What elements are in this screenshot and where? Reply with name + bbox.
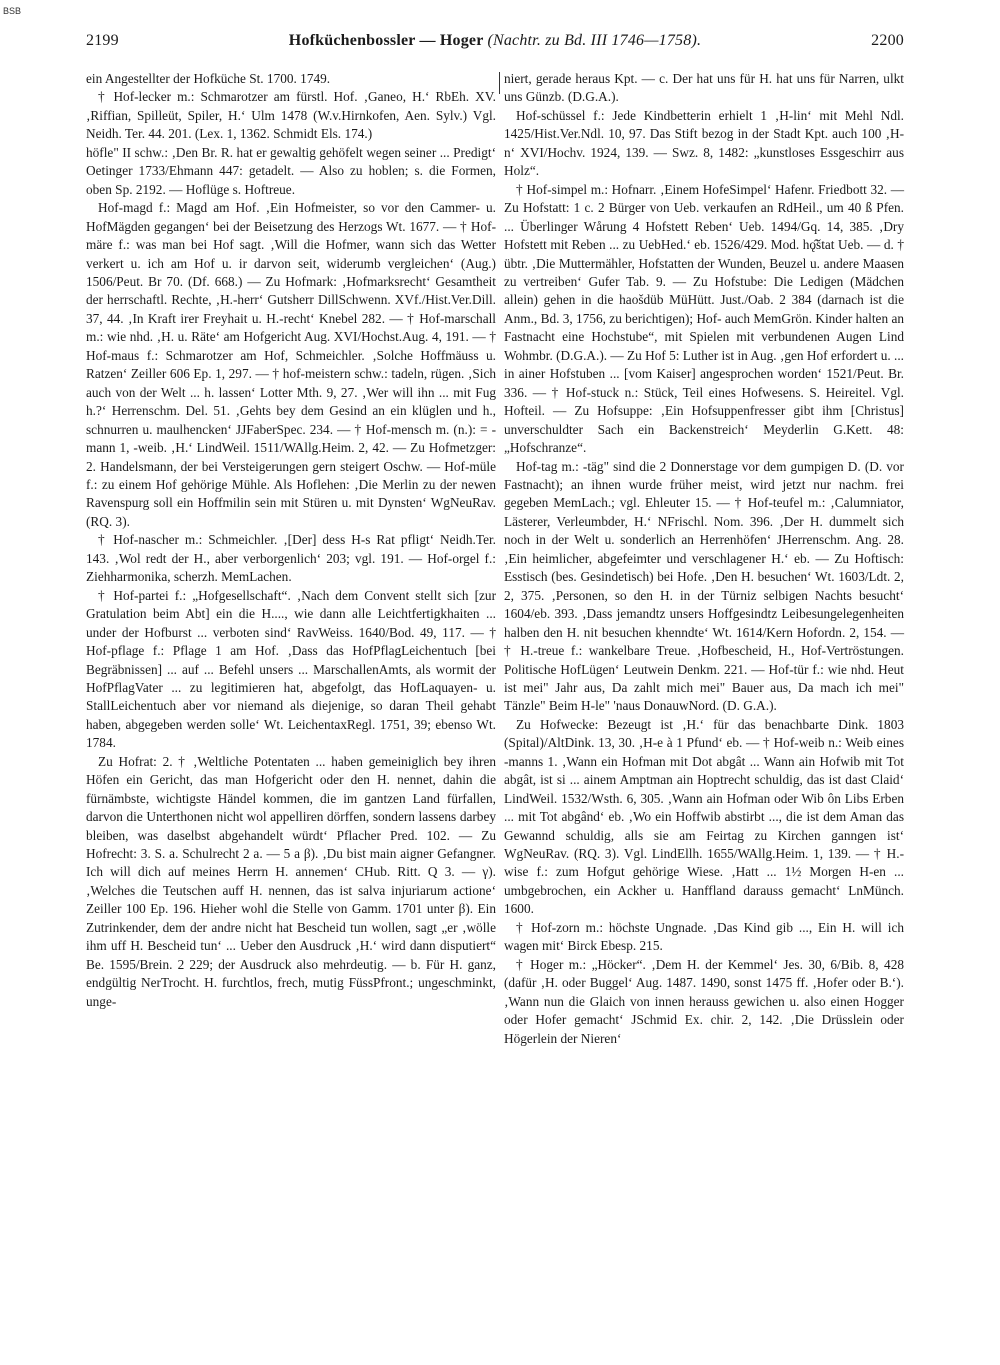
- page-number-left: 2199: [86, 32, 119, 49]
- library-stamp: BSB: [3, 6, 22, 16]
- entry-paragraph: ein Angestellter der Hofküche St. 1700. 1749.: [86, 71, 331, 86]
- left-column: [86, 70, 496, 1011]
- entry-hoger: † Hoger m.: „Höcker“. ‚Dem H. der Kemmel‘ Jes. 30, 6/Bib. 8, 428 (dafür ‚H. oder Buggel‘ Aug. 1487. 1490, sonst 1475 ff. ‚Hofer oder B.‘). ‚Wann nun die Glaich von innen herauss gewichen u. also einen Hogger oder Hofer gemacht‘ JSchmid Ex. chir. 2, 142. ‚Die Drüsslein oder Högerlein der Nieren‘: [504, 956, 904, 1046]
- running-title-note: (Nachtr. zu Bd. III 1746—1758).: [487, 32, 702, 49]
- entry-hof-magd: Hof-magd f.: Magd am Hof. ‚Ein Hofmeister, so vor den Cammer- u. HofMägden gegangen‘ bei der Beisetzung des Herzogs Wt. 1677. — † Hof-märe f.: was man bei Hof sagt. ‚Will die Hofmer, wann sich das Wetter verkert u. ich am Hof u. ir darvon seit, widerumb vergleichen‘ (Aug.) 1506/Peut. Br 70. (Df. 668.) — Zu Hofmark: ‚Hofmarksrecht‘ Gesamtheit der herrschaftl. Rechte, ‚H.-herr‘ Gutsherr DillSchwenn. XVf./Hist.Ver.Dill. 37, 44. ‚In Kraft irer Freyhait u. H.-recht‘ Knebel 282. — † Hof-marschall m.: wie nhd. ‚H. u. Räte‘ am Hofgericht Aug. XVI/Hochst.Aug. 4, 191. — † Hof-maus f.: Schmarotzer am Hof, Schmeichler. ‚Solche Hoffmäuss u. Ratzen‘ Zeiller 606 Ep. 1, 297. — † hof-meistern schw.: tadeln, rügen. ‚Sich auch von der Welt ... h. lassen‘ Lotter Mth. 9, 27. ‚Wer will ihn ... mit Fug h.?‘ Herrenschm. Del. 51. ‚Gehts bey dem Gesind an ein klüglen und h., schnurren u. maulhencken‘ JJFaberSpec. 234. — † Hof-mensch m. (n.): = -mann 1, -weib. ‚H.‘ LindWeil. 1511/WAllg.Heim. 2, 42. — Zu Hofmetzger: 2. Handelsmann, der bei Versteigerungen gern steigert Oschw. — Hof-müle f.: zu einem Hof gehörige Mühle. Als Hoflehen: ‚Die Merlin zu der newen Ravenspurg soll ein Hoffmilin sein mit Stüren u. mit Dynsten‘ WgNeuRav. (RQ. 3).: [86, 200, 496, 529]
- entry-hoefle: höfle" II schw.: ‚Den Br. R. hat er gewaltig gehöfelt wegen seiner ... Predigt‘ Oetinger 1733/Ehmann 447: getadelt. — Also zu hoblen; s. die Formen, oben Sp. 2192. — Hoflüge s. Hoftreue.: [86, 144, 496, 197]
- page-header: [86, 32, 904, 54]
- running-title: [289, 32, 701, 50]
- entry-hof-simpel: † Hof-simpel m.: Hofnarr. ‚Einem HofeSimpel‘ Hafenr. Friedbott 32. — Zu Hofstatt: 1 c. 2 Bürger von Ueb. verkaufen an RdHeil., um 40 ß Pfen. ... Überlinger Wårung 4 Hofstett Reben‘ Ueb. 1494/Gq. 14, 385. ‚Dry Hofstett mit Reben ... zu UebHed.‘ eb. 1526/429. Mod. hǫ̂štat Ueb. — d. † übtr. ‚Die Muttermähler, Hofstatten der Wunden, Beuzel u. andere Maasen zu vertreiben‘ Gufer Tab. 9. — Zu Hofstube: Die Ledigen (Mädchen allein) gehen in die haošdüb MüHütt. Just./Oab. 2 384 (darnach ist die Anm., Bd. 3, 1756, zu berichtigen); Hof- auch MemGrön. Kinder halten an Fastnacht eine Hochstube“, mit Spielen mit verbundenen Augen Lind Wohmbr. (D.G.A.). — Zu Hof 5: Luther ist in Aug. ‚gen Hof erfordert u. ... in ainer Hofstuben ... [vom Kaiser] angesprochen worden‘ 1521/Peut. Br. 336. — † Hof-stuck n.: Stück, Teil eines Hofwesens. S. Heireitel. Vgl. Hofteil. — Zu Hofsuppe: ‚Ein Hofsuppenfresser gibt ihm [Christus] unverschuldter Sach ein Backenstreich‘ Meyderlin G.Kett. 48: „Hofschranze“.: [504, 181, 904, 456]
- entry-continuation: niert, gerade heraus Kpt. — c. Der hat uns für H. hat uns für Narren, ulkt uns Günzb. (D.G.A.).: [504, 71, 904, 105]
- entry-hofrat: Zu Hofrat: 2. † ‚Weltliche Potentaten ... haben gemeiniglich bey ihren Höfen ein Gericht, das man Hofgericht oder den H. nennet, dahin die fürnämbste, wichtigste Händel kommen, die im gantzen Land fürfallen, darvon die Unterthonen nicht wol appelliren dörffen, sondern lassens darbey bleiben, was daselbst abgehandelt würdt‘ Pflacher Pred. 102. — Zu Hofrecht: 3. S. a. Schulrecht 2 a. — 5 a β). ‚Du bist main aigner Gefangner. Ich will dich auf meines Herrn H. annemen‘ CHub. Ritt. Q 3. — γ). ‚Welches die Teutschen auff H. nennen, das ist salva injuriarum actione‘ Zeiller 100 Ep. 196. Hieher wohl die Stelle von Gamm. 1701 unter β). Ein Zutrinkender, dem der andre nicht hat Bescheid tun wollen, sagt „er ‚wölle ihm uff H. Bescheid tun‘ ... Ueber den Ausdruck ‚H.‘ wird dann disputiert“ Be. 1595/Brein. 2 229; der Ausdruck also mehrdeutig. — b. Für H. ganz, endgültig NerTrocht. H. furchtlos, frech, mutig FüssPfront.; ungeschminkt, unge-: [86, 753, 496, 1009]
- entry-hof-schuessel: Hof-schüssel f.: Jede Kindbetterin erhielt 1 ‚H-lin‘ mit Mehl Ndl. 1425/Hist.Ver.Ndl. 10, 97. Das Stift bezog in der Stadt Kpt. auch 100 ‚H-n‘ XVI/Hochv. 1924, 139. — Swz. 8, 1482: „kunstloses Essgeschirr aus Holz“.: [504, 107, 904, 179]
- right-column: [504, 70, 904, 1048]
- page-number-right: 2200: [871, 32, 904, 49]
- entry-hof-lecker: † Hof-lecker m.: Schmarotzer am fürstl. Hof. ‚Ganeo, H.‘ RbEh. XV. ‚Riffian, Spilleüt, Spiler, H.‘ Ulm 1478 (W.v.Hirnkofen, Aen. Sylv.) Vgl. Neidh. Ter. 44. 201. (Lex. 1, 1362. Schmidt Els. 174.): [86, 89, 496, 142]
- entry-hof-zorn: † Hof-zorn m.: höchste Ungnade. ‚Das Kind gib ..., Ein H. will ich wagen mit‘ Birck Ebesp. 215.: [504, 919, 904, 954]
- entry-hof-nascher: † Hof-nascher m.: Schmeichler. ‚[Der] dess H-s Rat pfligt‘ Neidh.Ter. 143. ‚Wol redt der H., aber verborgenlich‘ 203; vgl. 191. — Hof-orgel f.: Ziehharmonika, scherzh. MemLachen.: [86, 532, 496, 585]
- column-divider: [499, 72, 500, 94]
- running-title-main: Hofküchenbossler — Hoger: [288, 32, 488, 49]
- entry-hofwecke: Zu Hofwecke: Bezeugt ist ‚H.‘ für das benachbarte Dink. 1803 (Spital)/AltDink. 13, 30. ‚H-e à 1 Pfund‘ eb. — † Hof-weib n.: Weib eines -manns 1. ‚Wann ein Hofman mit Dot abgât ... Wann ain Hofwib mit Tot abgât, ist si ... ainem Amptman ain Hoptrecht schuldig, das ist dast Claid‘ LindWeil. 1532/Wsth. 6, 305. ‚Wann ain Hofman oder Wib ôn Libs Erben ... mit Tot abgând‘ eb. ‚Wo ein Hoffwib abstirbt ..., die ist dem Aman das Gewannd schuldig, alls sie am Feirtag zu Kirchen ganngen ist‘ WgNeuRav. (RQ. 3). Vgl. LindEllh. 1655/WAllg.Heim. 1, 139. — † H.-wise f.: zum Hofgut gehörige Wiese. ‚Hatt ... 1½ Morgen H-en ... umbgebrochen, ein Ackher u. Hanffland darauss gemacht‘ LnMünch. 1600.: [504, 716, 904, 917]
- entry-hof-tag: Hof-tag m.: -täg" sind die 2 Donnerstage vor dem gumpigen D. (D. vor Fastnacht); an ihnen wurde früher meist, wird jetzt nur nachm. frei gegeben MemLach.; vgl. Ehleuter 15. — † Hof-teufel m.: ‚Calumniator, Lästerer, Verleumbder, H.‘ NFrischl. Nom. 396. ‚Der H. dummelt sich noch in der Welt u. sonderlich an Herrenhöfen‘ JHerrenschm. Ang. 28. ‚Ein heimlicher, abgefeimter und verschlagener H.‘ eb. — Zu Hoftisch: Esstisch (bes. Gesindetisch) bei Hofe. ‚Den H. besuchen‘ Wt. 1603/Ldt. 2, 2, 375. ‚Personen, so den H. in der Türniz selbigen Nachts besucht‘ 1604/eb. 393. ‚Dass jemandtz unsers Hoffgesindtz Leibesungelegenheiten halben den H. nit besuchen khenndte‘ Wt. 1614/Kern Hofordn. 2, 154. — † H.-treue f.: wankelbare Treue. ‚Hofbescheid, H., Hof-Vertröstungen. Politische HofLügen‘ Leutwein Denkm. 221. — Hof-tür f.: wie nhd. Heut ist mei" Jahr aus, Da zahlt mich mei" Bauer aus, Da mach ich mei" Tänzle" Beim H-le" 'naus DonauwNord. (D. G.A.).: [504, 458, 904, 714]
- entry-hof-partei: † Hof-partei f.: „Hofgesellschaft“. ‚Nach dem Convent stellt sich [zur Gratulation beim Abt] ein die H...., wie dann alle Leichtfertigkhaiten ... under der Hofburst ... verboten sind‘ RavWeiss. 1640/Bod. 49, 117. — † Hof-pflage f.: Pflage 1 am Hof. ‚Dass das HofPflagLeichentuch [bei Begräbnissen] ... auf ... Befehl unsers ... MarschallenAmts, als wormit der HofPflagVater ... zu legitimieren hat, abgefolgt, das HofLaquayen- u. StallLeichentuch aber vor niemand als diejenige, so daran Theil gehabt haben, abgegeben werden solle‘ Wt. LeichentaxRegl. 1751, 39; ebenso Wt. 1784.: [86, 587, 496, 751]
